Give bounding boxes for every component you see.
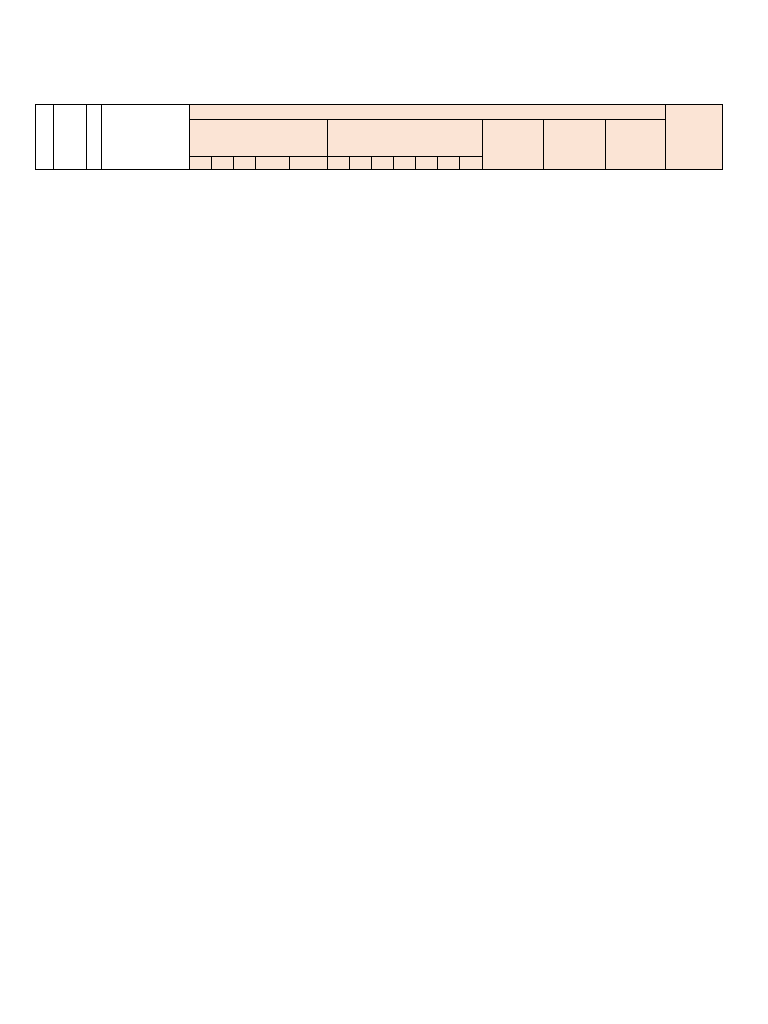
score-table-top <box>35 104 723 170</box>
video-header <box>483 120 544 170</box>
col-no <box>36 105 54 170</box>
sub-total-2 <box>460 157 483 170</box>
sub-sv-2 <box>350 157 372 170</box>
sub-sv-3 <box>416 157 438 170</box>
col-nomor-peserta <box>54 105 87 170</box>
harian-header <box>544 120 606 170</box>
pejabat-header <box>328 120 483 157</box>
penilaian-penyisihan-header <box>190 105 666 120</box>
bakat-header <box>190 120 328 157</box>
sub-ket <box>290 157 328 170</box>
penyisihan-awal-header <box>606 120 666 170</box>
sub-kn-3 <box>394 157 416 170</box>
sub-tf-3 <box>438 157 460 170</box>
sub-kn-2 <box>328 157 350 170</box>
col-yang-ditampilkan <box>102 105 190 170</box>
sub-tf <box>234 157 256 170</box>
sub-total <box>256 157 290 170</box>
col-jk <box>87 105 102 170</box>
sub-kn <box>190 157 212 170</box>
col-jumlah-nilai <box>666 105 723 170</box>
sub-sv <box>212 157 234 170</box>
sub-tf-2 <box>372 157 394 170</box>
